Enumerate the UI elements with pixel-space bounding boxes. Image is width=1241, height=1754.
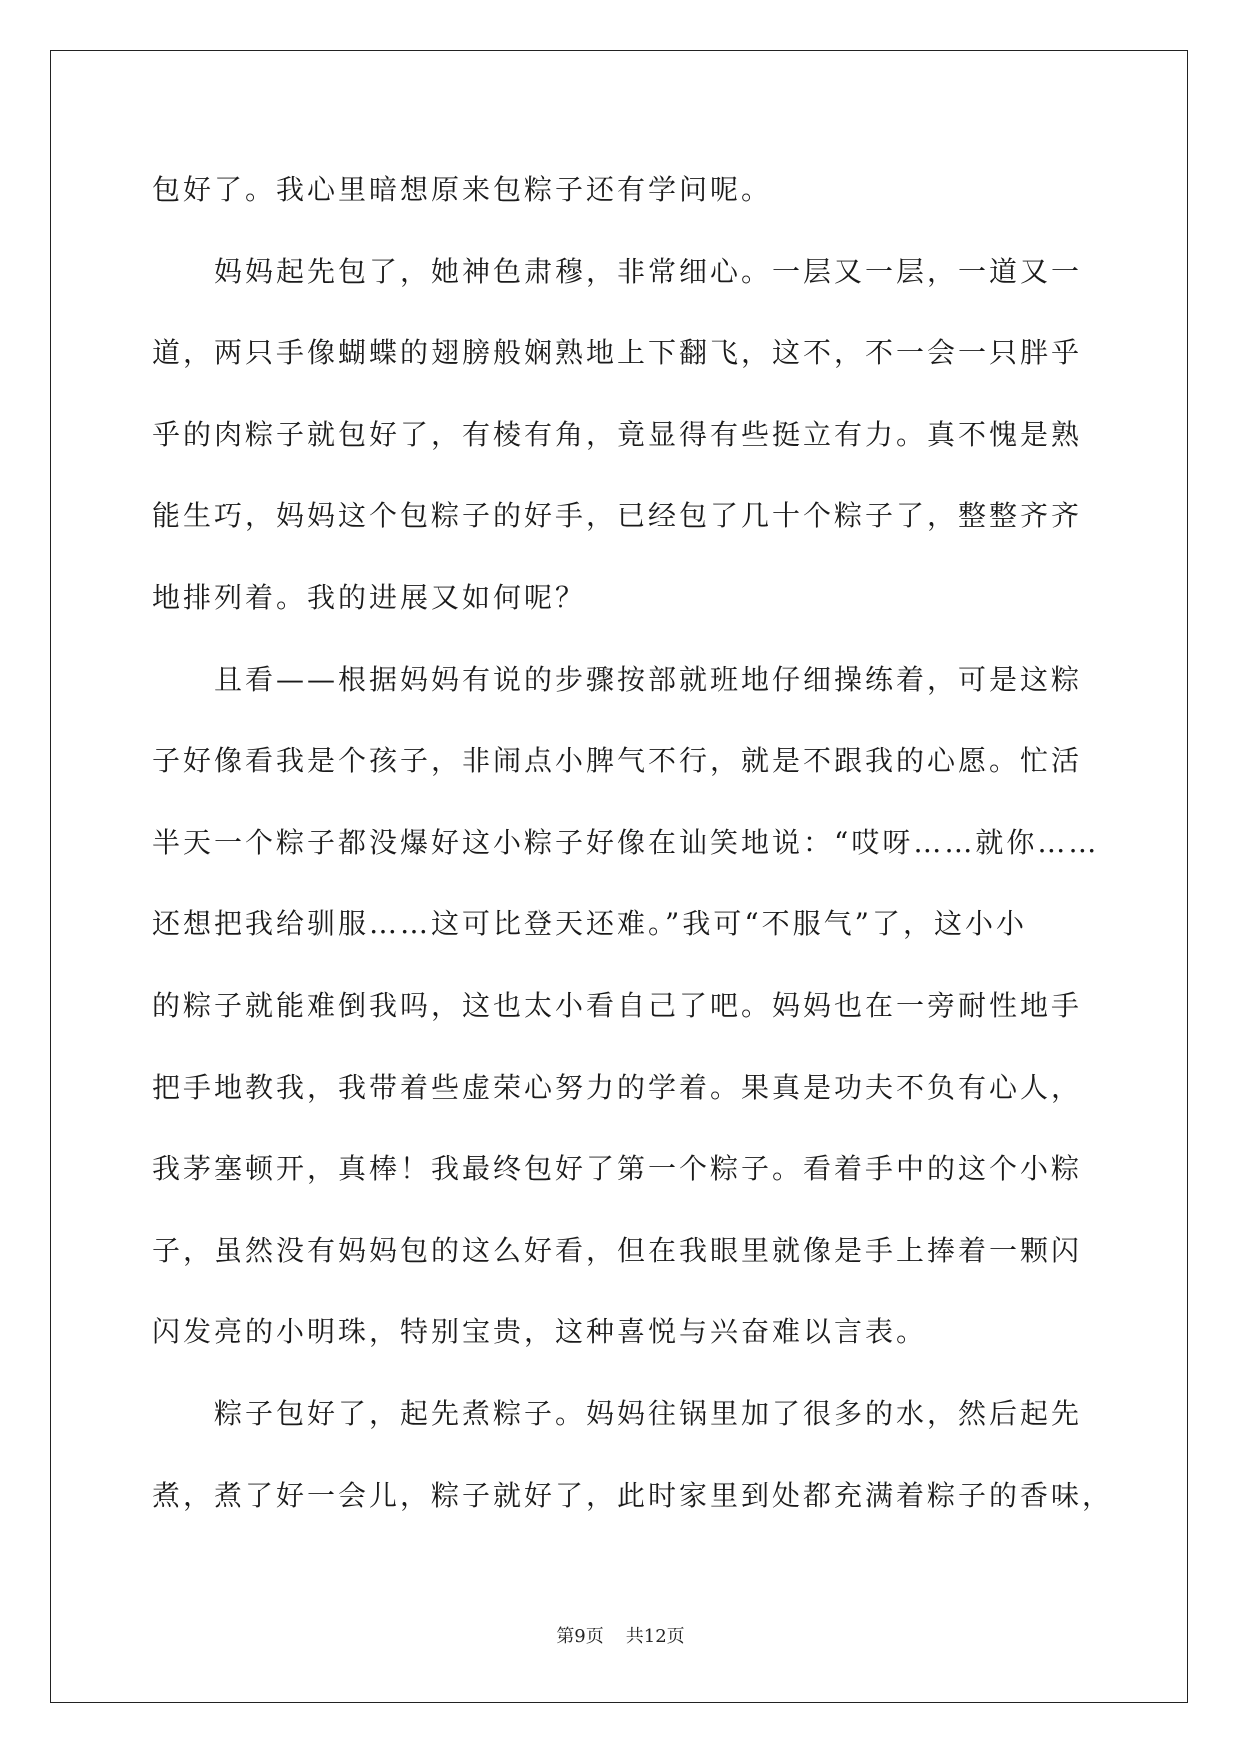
text-line: 能生巧，妈妈这个包粽子的好手，已经包了几十个粽子了，整整齐齐 (152, 499, 1083, 533)
text-line: 把手地教我，我带着些虚荣心努力的学着。果真是功夫不负有心人， (152, 1070, 1083, 1104)
text-line: 包好了。我心里暗想原来包粽子还有学问呢。 (152, 173, 773, 206)
text-line: 我茅塞顿开，真棒！我最终包好了第一个粽子。看着手中的这个小粽 (152, 1152, 1083, 1186)
total-page-count: 共12页 (625, 1626, 685, 1647)
text-line: 闪发亮的小明珠，特别宝贵，这种喜悦与兴奋难以言表。 (152, 1315, 928, 1349)
text-line: 道，两只手像蝴蝶的翅膀般娴熟地上下翻飞，这不，不一会一只胖乎 (152, 336, 1083, 370)
current-page-number: 第9页 (556, 1626, 604, 1647)
document-body (152, 149, 1112, 1536)
text-line: 的粽子就能难倒我吗，这也太小看自己了吧。妈妈也在一旁耐性地手 (152, 988, 1083, 1022)
paragraph-start-line: 粽子包好了，起先煮粽子。妈妈往锅里加了很多的水，然后起先 (214, 1396, 1083, 1430)
text-line: 半天一个粽子都没爆好这小粽子好像在讪笑地说：“哎呀……就你…… (152, 825, 1100, 859)
text-line: 地排列着。我的进展又如何呢？ (152, 580, 587, 614)
text-line: 煮，煮了好一会儿，粽子就好了，此时家里到处都充满着粽子的香味， (152, 1478, 1114, 1512)
text-line: 乎的肉粽子就包好了，有棱有角，竟显得有些挺立有力。真不愧是熟 (152, 417, 1083, 451)
paragraph-start-line: 妈妈起先包了，她神色肃穆，非常细心。一层又一层，一道又一 (214, 254, 1083, 288)
text-line: 还想把我给驯服……这可比登天还难。”我可“不服气”了，这小小 (152, 907, 1027, 941)
paragraph-start-line: 且看——根据妈妈有说的步骤按部就班地仔细操练着，可是这粽 (214, 662, 1083, 696)
page-footer (0, 1624, 1241, 1650)
text-line: 子好像看我是个孩子，非闹点小脾气不行，就是不跟我的心愿。忙活 (152, 744, 1083, 778)
text-line: 子，虽然没有妈妈包的这么好看，但在我眼里就像是手上捧着一颗闪 (152, 1233, 1083, 1267)
